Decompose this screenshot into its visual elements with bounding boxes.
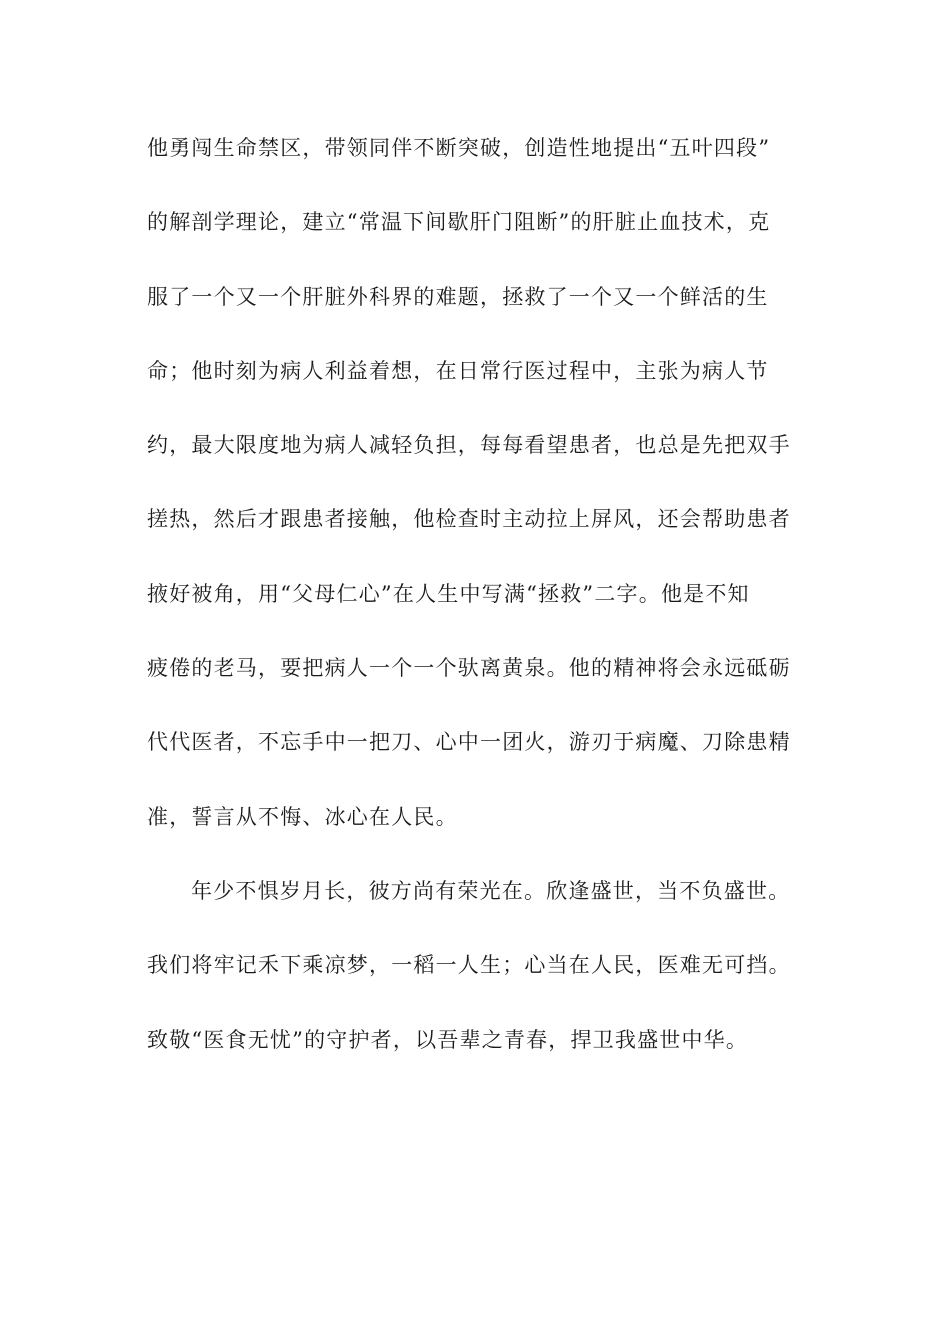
- text-line: 致敬“医食无忧”的守护者，以吾辈之青春，捍卫我盛世中华。: [147, 1027, 749, 1052]
- text-line: 约，最大限度地为病人减轻负担，每每看望患者，也总是先把双手: [147, 433, 791, 458]
- text-line: 疲倦的老马，要把病人一个一个驮离黄泉。他的精神将会永远砥砺: [147, 656, 791, 681]
- text-line: 掖好被角，用“父母仁心”在人生中写满“拯救”二字。他是不知: [147, 581, 750, 606]
- text-line: 服了一个又一个肝脏外科界的难题，拯救了一个又一个鲜活的生: [147, 284, 769, 309]
- text-line: 他勇闯生命禁区，带领同伴不断突破，创造性地提出“五叶四段”: [147, 136, 771, 160]
- text-line: 的解剖学理论，建立“常温下间歇肝门阻断”的肝脏止血技术，克: [147, 210, 771, 235]
- text-line: 搓热，然后才跟患者接触，他检查时主动拉上屏风，还会帮助患者: [147, 507, 791, 532]
- text-line: 我们将牢记禾下乘凉梦，一稻一人生；心当在人民，医难无可挡。: [147, 953, 791, 978]
- text-line: 命；他时刻为病人利益着想，在日常行医过程中，主张为病人节: [147, 358, 769, 383]
- paragraph-2: [147, 871, 807, 1094]
- body-text: [147, 128, 807, 1094]
- text-line: 年少不惧岁月长，彼方尚有荣光在。欣逢盛世，当不负盛世。: [191, 878, 791, 903]
- text-line: 代代医者，不忘手中一把刀、心中一团火，游刃于病魔、刀除患精: [147, 730, 791, 755]
- paragraph-1: [147, 128, 807, 871]
- text-line: 准，誓言从不悔、冰心在人民。: [147, 804, 458, 829]
